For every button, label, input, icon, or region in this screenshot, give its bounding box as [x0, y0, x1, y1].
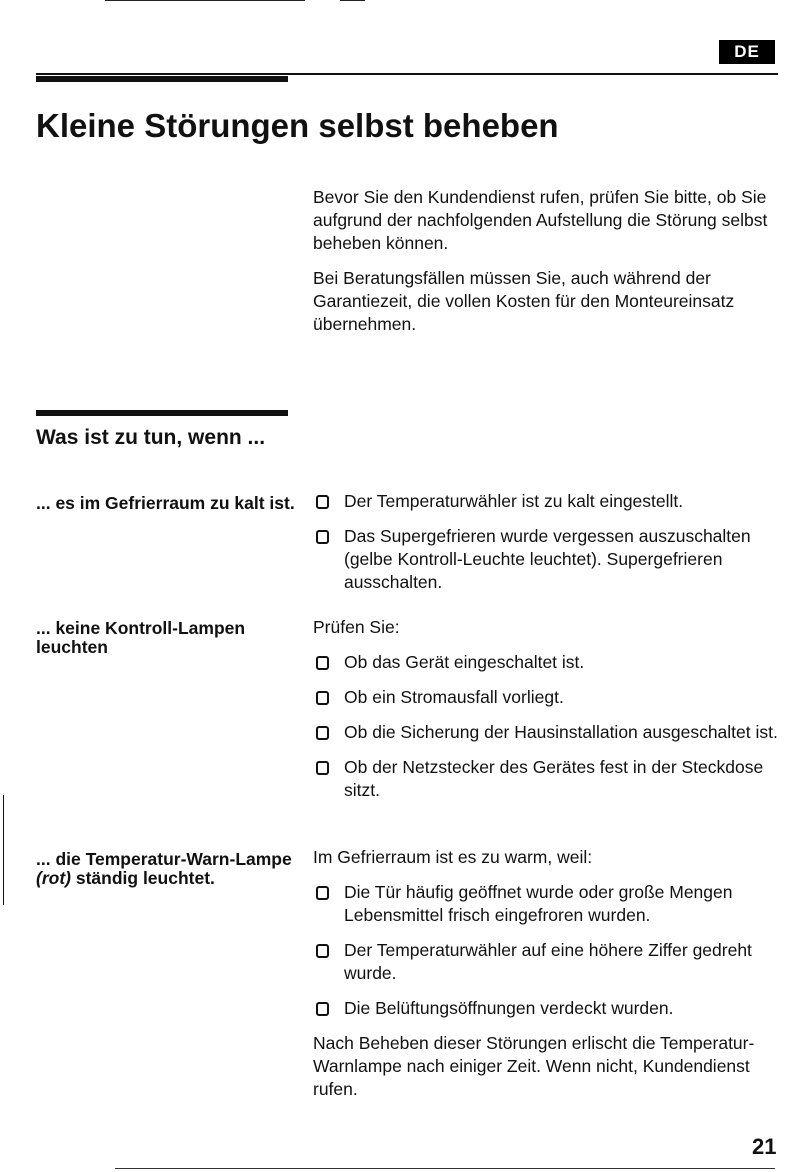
- intro-paragraph: Bevor Sie den Kundendienst rufen, prüfen Sie bitte, ob Sie aufgrund der nachfolgenden Aufstellung die Störung selbst beheben können.: [313, 187, 768, 253]
- checklist-item-text: Das Supergefrieren wurde vergessen auszuschalten (gelbe Kontroll-Leuchte leuchtet). Supergefrieren ausschalten.: [344, 526, 751, 592]
- checklist-item: [313, 997, 783, 1020]
- case-label-too-cold: ... es im Gefrierraum zu kalt ist.: [36, 493, 295, 513]
- checklist-item: [313, 939, 783, 985]
- checkbox-icon: [316, 944, 329, 958]
- checklist-item-text: Ob der Netzstecker des Gerätes fest in der Steckdose sitzt.: [344, 757, 764, 800]
- page-title: Kleine Störungen selbst beheben: [36, 107, 559, 144]
- checklist-item: [313, 881, 783, 927]
- case-outro: Nach Beheben dieser Störungen erlischt die Temperatur-Warnlampe nach einiger Zeit. Wenn nicht, Kundendienst rufen.: [313, 1033, 755, 1099]
- case-block-no-lamps: [313, 616, 783, 814]
- checklist: [313, 490, 783, 594]
- checklist-item: [313, 525, 783, 594]
- checklist-item-text: Ob ein Stromausfall vorliegt.: [344, 687, 564, 707]
- checkbox-icon: [316, 656, 329, 670]
- intro-text: [313, 186, 783, 348]
- case-block-too-cold: [313, 490, 783, 606]
- checkbox-icon: [316, 886, 329, 900]
- intro-paragraph: Bei Beratungsfällen müssen Sie, auch während der Garantiezeit, die vollen Kosten für den Monteureinsatz übernehmen.: [313, 268, 735, 334]
- bottom-edge-line: [115, 1168, 775, 1169]
- checklist: [313, 651, 783, 802]
- checklist-item-text: Ob die Sicherung der Hausinstallation ausgeschaltet ist.: [344, 722, 778, 742]
- checklist: [313, 881, 783, 1020]
- case-intro: Prüfen Sie:: [313, 617, 400, 637]
- margin-mark: [3, 795, 4, 905]
- page-number: 21: [752, 1134, 777, 1159]
- checkbox-icon: [316, 495, 329, 509]
- language-badge: DE: [719, 40, 775, 64]
- header-rule: [36, 73, 778, 75]
- top-edge-line-short: [340, 0, 365, 1]
- top-edge-line: [105, 0, 305, 1]
- checklist-item: [313, 651, 783, 674]
- checklist-item: [313, 490, 783, 513]
- case-block-warning-lamp: [313, 846, 783, 1113]
- case-label-text: ... die Temperatur-Warn-Lampe: [36, 849, 292, 869]
- header-rule-bar: [36, 76, 288, 82]
- section-rule-bar: [36, 410, 288, 416]
- checklist-item-text: Ob das Gerät eingeschaltet ist.: [344, 652, 585, 672]
- checklist-item-text: Die Belüftungsöffnungen verdeckt wurden.: [344, 998, 674, 1018]
- checklist-item: [313, 756, 783, 802]
- checkbox-icon: [316, 761, 329, 775]
- case-label-text: ständig leuchtet.: [75, 868, 215, 888]
- checkbox-icon: [316, 530, 329, 544]
- case-label-italic: (rot): [36, 868, 71, 888]
- case-label-no-lamps: ... keine Kontroll-Lampen leuchten: [36, 618, 246, 657]
- section-title: Was ist zu tun, wenn ...: [36, 426, 266, 449]
- checklist-item-text: Der Temperaturwähler auf eine höhere Ziffer gedreht wurde.: [344, 940, 752, 983]
- checklist-item: [313, 721, 783, 744]
- checklist-item-text: Die Tür häufig geöffnet wurde oder große Mengen Lebensmittel frisch eingefroren wurden.: [344, 882, 733, 925]
- checkbox-icon: [316, 726, 329, 740]
- checklist-item: [313, 686, 783, 709]
- checklist-item-text: Der Temperaturwähler ist zu kalt eingestellt.: [344, 491, 684, 511]
- checkbox-icon: [316, 691, 329, 705]
- checkbox-icon: [316, 1002, 329, 1016]
- case-label-warning-lamp: [36, 850, 296, 888]
- case-intro: Im Gefrierraum ist es zu warm, weil:: [313, 847, 593, 867]
